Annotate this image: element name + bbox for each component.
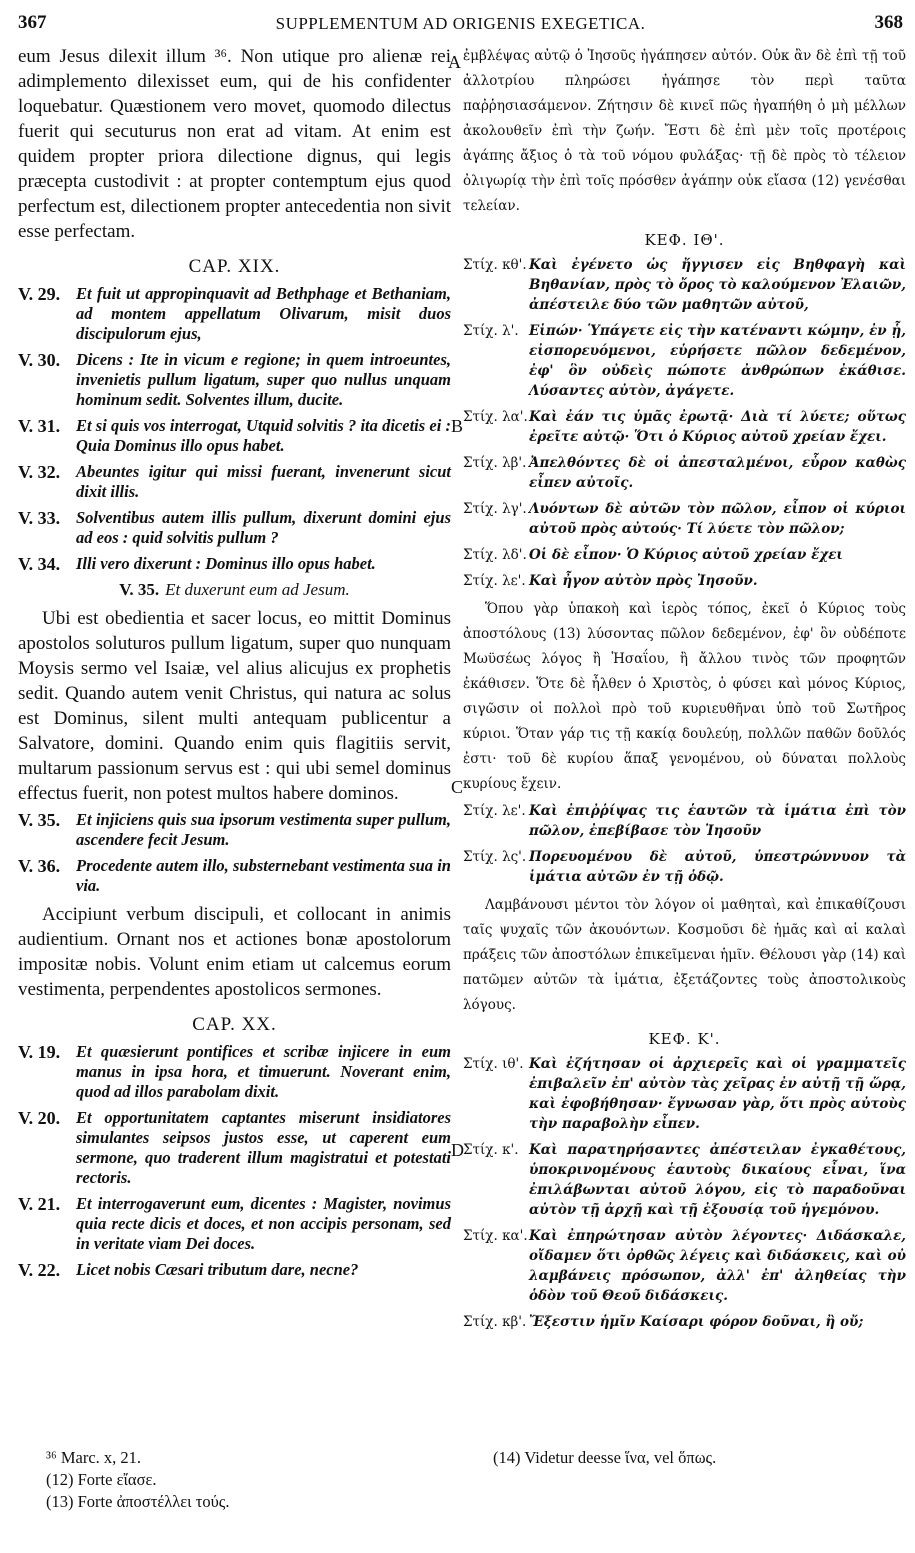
verse-text: Καὶ ἐπιῤῥίψας τις ἑαυτῶν τὰ ἱμάτια ἐπὶ τὸν πῶλον, ἐπεβίβασε τὸν Ἰησοῦν — [529, 803, 906, 839]
verse-text: Οἱ δὲ εἶπον· Ὁ Κύριος αὐτοῦ χρείαν ἔχει — [529, 547, 843, 563]
verse-text: Καὶ παρατηρήσαντες ἀπέστειλαν ἐγκαθέτους, ὑποκρινομένους ἑαυτοὺς δικαίους εἶναι, ἵνα ἐπιλάβωνται αὐτοῦ λόγου, εἰς τὸ παραδοῦναι αὐτὸν τῇ ἀρχῇ καὶ τῇ ἐξουσίᾳ τοῦ ἡγεμόνου. — [529, 1142, 906, 1218]
verse-text: Et si quis vos interrogat, Utquid solvitis ? ita dicetis ei : Quia Dominus illo opus habet. — [76, 416, 451, 455]
greek-commentary-paragraph: Ὅπου γὰρ ὑπακοὴ καὶ ἱερὸς τόπος, ἐκεῖ ὁ Κύριος τοὺς ἀποστόλους (13) λύσοντας πῶλον δεδεμένον, ἐφ' ὃν οὐδέποτε Μωϋσέως λόγος ἢ Ἡσαΐου, ἢ ἄλλου τινὸς τῶν προφητῶν ἐκάθισεν. Ὅτε δὲ ἦλθεν ὁ Χριστὸς, ὁ φύσει καὶ μόνος Κύριος, σιγῶσιν οἱ πολλοὶ πρὸ τοῦ κυριευθῆναι ὑπὸ τοῦ Σωτῆρος κύριοι. Ὅταν γάρ τις τῇ κακίᾳ δουλεύῃ, πολλῶν παθῶν δοῦλός ἐστι· τοῦ δὲ κυρίου ἅπαξ γενομένου, οὐ δύναται πολλοὺς κυρίους ἔχειν. — [463, 601, 906, 792]
page-number-right: 368 — [874, 12, 903, 33]
verse-number: Στίχ. κβ'. — [463, 1314, 527, 1330]
verse-number: V. 35. — [18, 810, 61, 830]
running-title: SUPPLEMENTUM AD ORIGENIS EXEGETICA. — [275, 14, 646, 33]
latin-verse — [18, 284, 451, 344]
verse-text: Καὶ ἐγένετο ὡς ἤγγισεν εἰς Βηθφαγὴ καὶ Βηθανίαν, πρὸς τὸ ὄρος τὸ καλούμενον Ἐλαιῶν, ἀπέστειλε δύο τῶν μαθητῶν αὐτοῦ, — [529, 257, 906, 313]
verse-text: Dicens : Ite in vicum e regione; in quem introeuntes, invenietis pullum ligatum, super quo nullus unquam hominum sedit. Solventes illum, ducite. — [76, 350, 451, 409]
verse-text: Procedente autem illo, substernebant vestimenta sua in via. — [76, 856, 451, 895]
greek-verse — [463, 1054, 906, 1134]
verse-text: Et interrogaverunt eum, dicentes : Magister, novimus quia recte dicis et doces, et non accipis personam, sed in veritate viam Dei doces. — [76, 1194, 451, 1253]
verse-number: Στίχ. κα'. — [463, 1228, 528, 1244]
latin-intro-paragraph: eum Jesus dilexit illum ³⁶. Non utique pro alienæ rei adimplemento dilexisset eum, qui de his confidenter loquebatur. Quæstionem vero movet, quomodo dilectus fuerit qui secuturus non erat ad vitam. At enim est quidem propter priora dilectione dignus, qui legis præcepta custodivit : at propter contemptum ejus quod perfectum est, dilectionem propter antecedentia non sivit esse perfectam. — [18, 46, 451, 242]
verse-number: Στίχ. κ'. — [463, 1142, 519, 1158]
verse-number: Στίχ. ιθ'. — [463, 1056, 524, 1072]
latin-column — [18, 44, 451, 1286]
latin-verse — [18, 1194, 451, 1254]
latin-chapter-heading-19: CAP. XIX. — [188, 256, 281, 277]
verse-number: V. 30. — [18, 350, 61, 370]
verse-number: V. 34. — [18, 554, 61, 574]
greek-verse — [463, 1312, 906, 1332]
verse-number: V. 36. — [18, 856, 61, 876]
latin-verse — [18, 416, 451, 456]
latin-verse — [18, 810, 451, 850]
verse-text: Et fuit ut appropinquavit ad Bethphage et Bethaniam, ad montem appellatum Olivarum, misit duos discipulorum ejus, — [76, 284, 451, 343]
latin-footnotes — [46, 1448, 446, 1514]
greek-chapter-heading-20: ΚΕΦ. Κ'. — [648, 1030, 721, 1048]
greek-intro-paragraph: ἐμβλέψας αὐτῷ ὁ Ἰησοῦς ἠγάπησεν αὐτόν. Οὐκ ἂν δὲ ἐπὶ τῇ τοῦ ἀλλοτρίου πληρώσει ἠγάπησε τὸν περὶ ταῦτα παῤῥησιασάμενον. Ζήτησιν δὲ κινεῖ πῶς ἠγαπήθη ὁ μὴ μέλλων ἀκολουθεῖν ἐπὶ τὴν ζωήν. Ἔστι δὲ ἐπὶ μὲν τοῖς προτέροις ἀγάπης ἄξιος ὁ τὰ τοῦ νόμου φυλάξας· τῇ δὲ πρὸς τὸ τέλειον ὀλιγωρίᾳ τὴν ἐπὶ τοῖς πρόσθεν ἀγάπην οὐκ εἴασα (12) γενέσθαι τελείαν. — [463, 48, 906, 214]
verse-number: V. 22. — [18, 1260, 61, 1280]
page-header — [18, 8, 903, 38]
footnote: (12) Forte εἴασε. — [46, 1470, 157, 1489]
verse-number: Στίχ. λ'. — [463, 323, 519, 339]
greek-verse — [463, 545, 906, 565]
greek-verse — [463, 453, 906, 493]
latin-verse — [18, 856, 451, 896]
greek-verse — [463, 255, 906, 315]
footnote: ³⁶ Marc. x, 21. — [46, 1448, 142, 1467]
verse-text: Et injiciens quis sua ipsorum vestimenta super pullum, ascendere fecit Jesum. — [76, 810, 451, 849]
verse-number: Στίχ. λδ'. — [463, 547, 527, 563]
verse-number: V. 21. — [18, 1194, 61, 1214]
latin-verse — [18, 554, 451, 574]
verse-text: Καὶ ἐάν τις ὑμᾶς ἐρωτᾷ· Διὰ τί λύετε; οὕτως ἐρεῖτε αὐτῷ· Ὅτι ὁ Κύριος αὐτοῦ χρείαν ἔχει. — [529, 409, 906, 445]
verse-number: Στίχ. λβ'. — [463, 455, 527, 471]
verse-text: Ἔξεστιν ἡμῖν Καίσαρι φόρον δοῦναι, ἢ οὔ; — [529, 1314, 864, 1330]
verse-number: Στίχ. κθ'. — [463, 257, 527, 273]
margin-letter-a: A — [448, 52, 461, 72]
verse-text: Et duxerunt eum ad Jesum. — [165, 580, 350, 599]
greek-column — [463, 44, 906, 1338]
verse-text: Et quæsierunt pontifices et scribæ injicere in eum manus in ipsa hora, et timuerunt. Noverant enim, quod ad illos parabolam dixit. — [76, 1042, 451, 1101]
margin-letter-b: B — [451, 416, 464, 436]
verse-number: V. 19. — [18, 1042, 61, 1062]
greek-verse — [463, 847, 906, 887]
verse-number: Στίχ. λς'. — [463, 849, 527, 865]
latin-commentary-paragraph: Accipiunt verbum discipuli, et collocant in animis audientium. Ornant nos et actiones bonæ apostolorum impositæ nobis. Volunt enim etiam ut calcemus eorum vestimenta, perpendentes apostolicos sermones. — [18, 904, 451, 1000]
latin-verse — [18, 1042, 451, 1102]
page-number-left: 367 — [18, 12, 47, 33]
greek-verse — [463, 1226, 906, 1306]
verse-text: Εἰπών· Ὑπάγετε εἰς τὴν κατέναντι κώμην, ἐν ᾗ, εἰσπορευόμενοι, εὑρήσετε πῶλον δεδεμένον, ἐφ' ὃν οὐδεὶς πώποτε ἀνθρώπων ἐκάθισε. Λύσαντες αὐτὸν, ἀγάγετε. — [529, 323, 906, 399]
greek-commentary-paragraph: Λαμβάνουσι μέντοι τὸν λόγον οἱ μαθηταὶ, καὶ ἐπικαθίζουσι ταῖς ψυχαῖς τῶν ἀκουόντων. Κοσμοῦσι δὲ ἡμᾶς καὶ αἱ καλαὶ πράξεις τῶν ἀποστόλων ἐπικεῖμεναι ἡμῖν. Θέλουσι γὰρ (14) καὶ πατῶμεν αὐτῶν τὰ ἱμάτια, ἐξετάζοντες τοὺς ἀποστολικοὺς λόγους. — [463, 897, 906, 1013]
greek-footnotes — [493, 1448, 893, 1470]
greek-verse — [463, 1140, 906, 1220]
verse-number: Στίχ. λε'. — [463, 573, 526, 589]
latin-verse — [18, 1260, 451, 1280]
verse-text: Λυόντων δὲ αὐτῶν τὸν πῶλον, εἶπον οἱ κύριοι αὐτοῦ πρὸς αὐτούς· Τί λύετε τὸν πῶλον; — [529, 501, 906, 537]
verse-number: V. 29. — [18, 284, 61, 304]
latin-verse — [18, 462, 451, 502]
greek-verse — [463, 801, 906, 841]
greek-verse — [463, 407, 906, 447]
footnote: (14) Videtur deesse ἵνα, vel ὅπως. — [493, 1448, 717, 1467]
verse-text: Καὶ ἐπηρώτησαν αὐτὸν λέγοντες· Διδάσκαλε, οἴδαμεν ὅτι ὀρθῶς λέγεις καὶ διδάσκεις, καὶ οὐ λαμβάνεις πρόσωπον, ἀλλ' ἐπ' ἀληθείας τὴν ὁδὸν τοῦ Θεοῦ διδάσκεις. — [529, 1228, 906, 1304]
latin-verse — [18, 350, 451, 410]
latin-verse-centered — [18, 580, 451, 600]
verse-number: Στίχ. λα'. — [463, 409, 528, 425]
margin-letter-d: D — [451, 1140, 464, 1160]
latin-verse — [18, 1108, 451, 1188]
greek-verse — [463, 321, 906, 401]
verse-number: V. 32. — [18, 462, 61, 482]
verse-number: V. 35. — [119, 580, 160, 599]
greek-verse — [463, 571, 906, 591]
footnote: (13) Forte ἀποστέλλει τούς. — [46, 1492, 230, 1511]
verse-number: Στίχ. λγ'. — [463, 501, 527, 517]
latin-chapter-heading-20: CAP. XX. — [192, 1014, 277, 1035]
latin-commentary-paragraph: Ubi est obedientia et sacer locus, eo mittit Dominus apostolos soluturos pullum ligatum, super quo nunquam Moysis sermo vel Isaiæ, vel alius alicujus ex prophetis sedit. Quando autem venit Christus, qui natura ac solus est Dominus, silent multi antequam publicentur a Salvatore, domini. Quando enim quis flagitiis servit, multarum passionum servus est : qui ubi semel dominus effectus fuerit, non potest multos habere dominos. — [18, 608, 451, 804]
verse-text: Illi vero dixerunt : Dominus illo opus habet. — [76, 554, 376, 573]
verse-number: V. 20. — [18, 1108, 61, 1128]
verse-text: Καὶ ἦγον αὐτὸν πρὸς Ἰησοῦν. — [529, 573, 758, 589]
verse-text: Licet nobis Cæsari tributum dare, necne? — [76, 1260, 359, 1279]
margin-letter-c: C — [451, 777, 464, 797]
verse-text: Ἀπελθόντες δὲ οἱ ἀπεσταλμένοι, εὗρον καθὼς εἶπεν αὐτοῖς. — [529, 455, 906, 491]
verse-number: V. 33. — [18, 508, 61, 528]
verse-text: Et opportunitatem captantes miserunt insidiatores simulantes seipsos justos esse, ut caperent eum sermone, quo traderent illum magistratui et potestati rectoris. — [76, 1108, 451, 1187]
verse-number: Στίχ. λε'. — [463, 803, 526, 819]
verse-number: V. 31. — [18, 416, 61, 436]
verse-text: Solventibus autem illis pullum, dixerunt domini ejus ad eos : quid solvitis pullum ? — [76, 508, 451, 547]
verse-text: Abeuntes igitur qui missi fuerant, invenerunt sicut dixit illis. — [76, 462, 451, 501]
verse-text: Πορευομένου δὲ αὐτοῦ, ὑπεστρώννυον τὰ ἱμάτια αὐτῶν ἐν τῇ ὁδῷ. — [529, 849, 906, 885]
greek-verse — [463, 499, 906, 539]
latin-verse — [18, 508, 451, 548]
greek-chapter-heading-19: ΚΕΦ. ΙΘ'. — [644, 231, 725, 249]
verse-text: Καὶ ἐζήτησαν οἱ ἀρχιερεῖς καὶ οἱ γραμματεῖς ἐπιβαλεῖν ἐπ' αὐτὸν τὰς χεῖρας ἐν αὐτῇ τῇ ὥρᾳ, καὶ ἐφοβήθησαν· ἔγνωσαν γὰρ, ὅτι πρὸς αὐτοὺς τὴν παραβολὴν εἶπεν. — [529, 1056, 906, 1132]
